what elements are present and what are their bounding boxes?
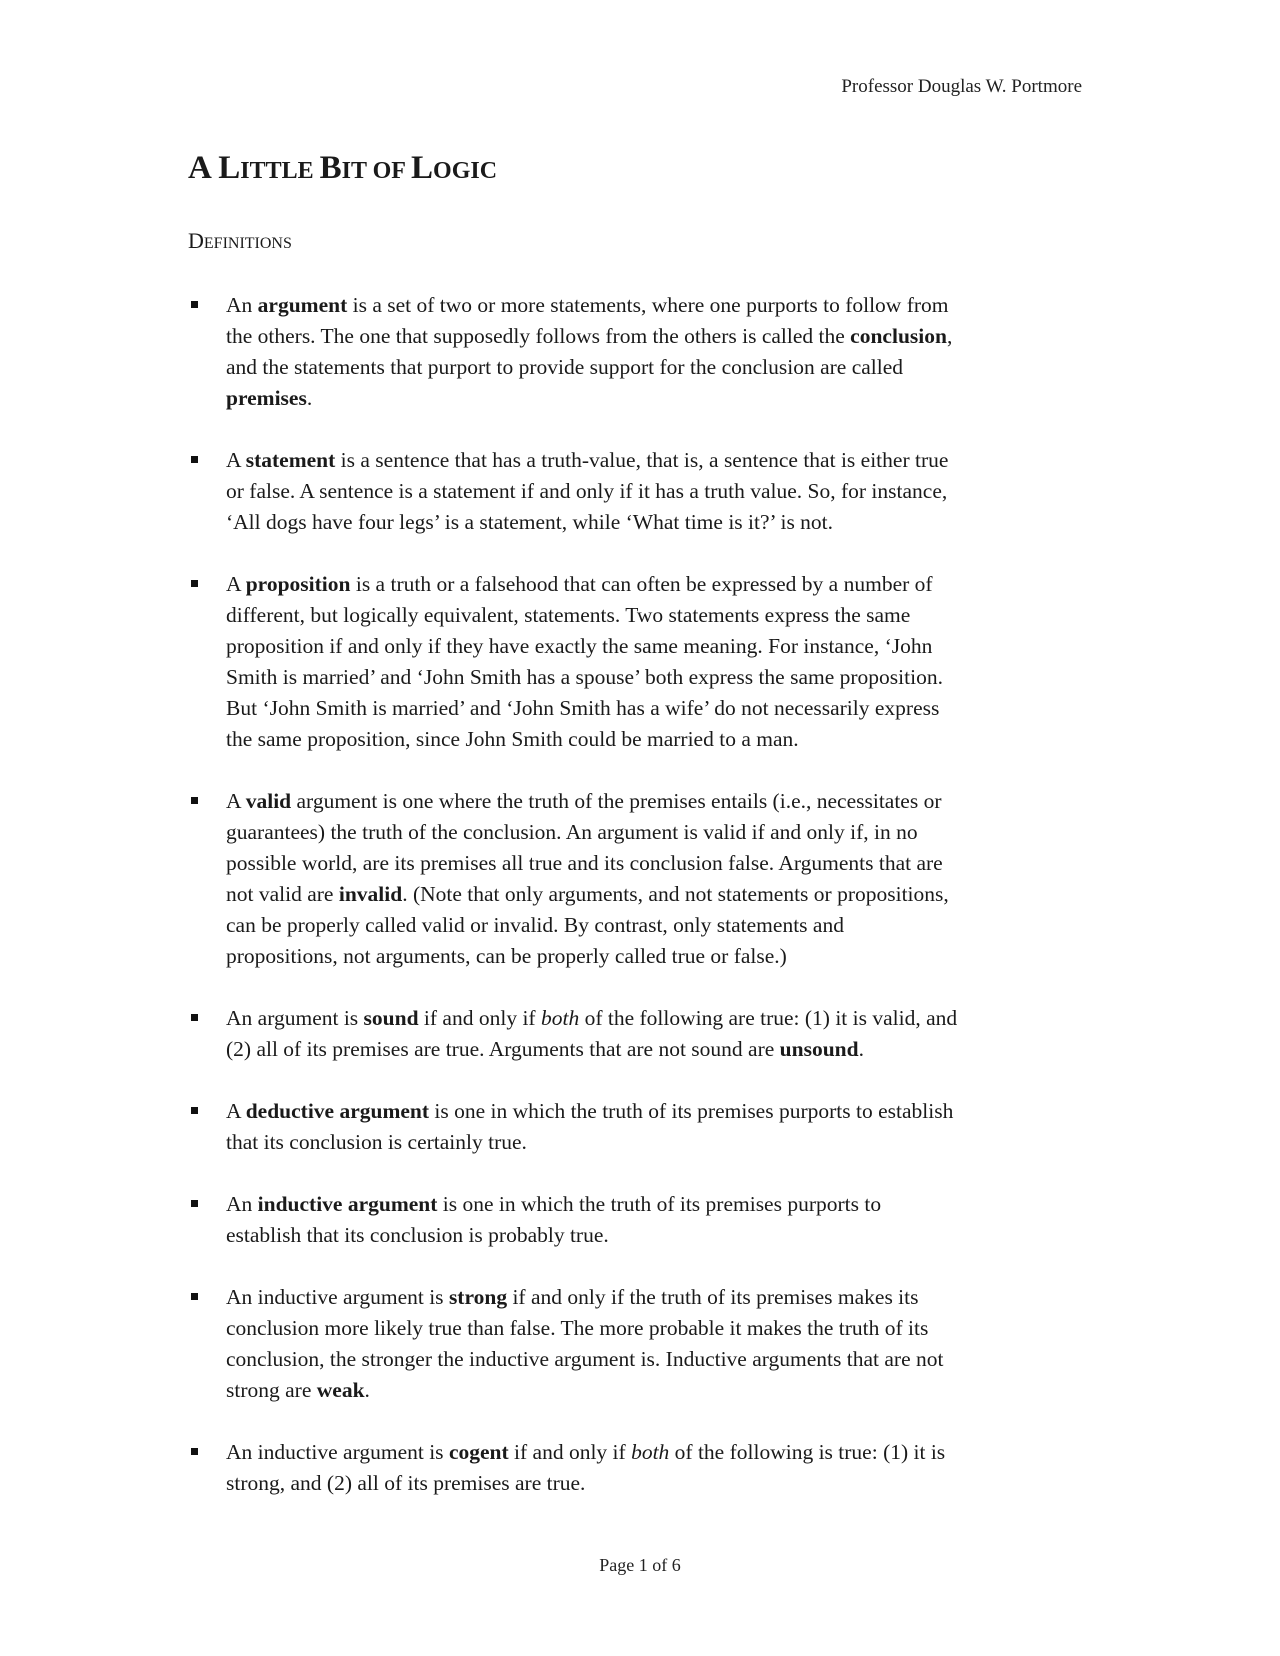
definition-text: strong are [226,1378,317,1402]
definition-text: or false. A sentence is a statement if and only if it has a truth value. So, for instance, [226,479,948,503]
square-bullet-icon [191,1107,198,1114]
definition-line [226,910,1088,941]
definition-line [226,445,1088,476]
definition-line [226,879,1088,910]
definition-line [226,1127,1088,1158]
definition-line [226,1003,1088,1034]
definition-line [226,507,1088,538]
definition-line [226,631,1088,662]
definition-text: An inductive argument is [226,1440,449,1464]
definition-line [226,600,1088,631]
defined-term: deductive argument [245,1099,430,1123]
emphasis-text: both [540,1006,580,1030]
defined-term: conclusion [850,324,947,348]
section-heading-text: EFINITIONS [203,235,292,252]
definition-line [226,1437,1088,1468]
definition-line [226,383,1088,414]
definition-item-deductive-argument [188,1096,1088,1158]
definition-text: argument is one where the truth of the premises entails (i.e., necessitates or [291,789,942,813]
definition-text: not valid are [226,882,339,906]
definition-text: is a sentence that has a truth-value, that is, a sentence that is either true [335,448,949,472]
title-text: L [411,150,434,186]
definition-line [226,476,1088,507]
definition-item-cogent [188,1437,1088,1499]
defined-term: unsound [779,1037,859,1061]
definition-text: is one in which the truth of its premises purports to [437,1192,882,1216]
definition-line [226,569,1088,600]
definition-text: different, but logically equivalent, statements. Two statements express the same [226,603,911,627]
definition-line [226,1189,1088,1220]
square-bullet-icon [191,456,198,463]
definition-line [226,1375,1088,1406]
square-bullet-icon [191,580,198,587]
definition-text: of the following are true: (1) it is valid, and [579,1006,958,1030]
title-text: OGIC [433,158,498,184]
definition-text: strong, and (2) all of its premises are true. [226,1471,586,1495]
definition-line [226,693,1088,724]
definition-text: that its conclusion is certainly true. [226,1130,527,1154]
header-author: Professor Douglas W. Portmore [841,76,1082,97]
definition-line [226,724,1088,755]
definition-line [226,352,1088,383]
definition-text: of the following is true: (1) it is [669,1440,946,1464]
definition-text: if and only if the truth of its premises makes its [507,1285,919,1309]
defined-term: strong [448,1285,508,1309]
defined-term: cogent [448,1440,509,1464]
square-bullet-icon [191,797,198,804]
defined-term: invalid [338,882,403,906]
definition-text: proposition if and only if they have exactly the same meaning. For instance, ‘John [226,634,933,658]
definition-text: if and only if [418,1006,541,1030]
defined-term: statement [245,448,336,472]
title-text: ITTLE [240,158,320,184]
definition-text: (2) all of its premises are true. Arguments that are not sound are [226,1037,780,1061]
title-text: B [319,150,342,186]
definition-text: An [226,293,258,317]
definition-text: . [306,386,313,410]
definition-item-inductive-argument [188,1189,1088,1251]
definition-item-valid [188,786,1088,972]
definition-text: possible world, are its premises all true and its conclusion false. Arguments that are [226,851,943,875]
definition-item-statement [188,445,1088,538]
defined-term: proposition [245,572,351,596]
definition-text: is a set of two or more statements, where one purports to follow from [347,293,949,317]
defined-term: sound [363,1006,419,1030]
definition-text: An [226,1192,258,1216]
definition-text: ‘All dogs have four legs’ is a statement, while ‘What time is it?’ is not. [226,510,834,534]
defined-term: valid [245,789,292,813]
definition-text: An argument is [226,1006,364,1030]
definition-line [226,1220,1088,1251]
definition-line [226,817,1088,848]
definition-text: the same proposition, since John Smith could be married to a man. [226,727,799,751]
definition-text: A [226,448,246,472]
definition-text: and the statements that purport to provide support for the conclusion are called [226,355,904,379]
definition-text: . [364,1378,370,1402]
definition-line [226,1034,1088,1065]
definition-line [226,1313,1088,1344]
defined-term: premises [226,386,307,410]
square-bullet-icon [191,1014,198,1021]
definition-text: if and only if [508,1440,632,1464]
definition-item-strong [188,1282,1088,1406]
definition-text: the others. The one that supposedly follows from the others is called the [226,324,851,348]
definition-text: A [226,789,246,813]
defined-term: argument [257,293,348,317]
definition-text: An inductive argument is [226,1285,449,1309]
section-heading-text: D [188,228,204,253]
definition-line [226,321,1088,352]
definition-text: propositions, not arguments, can be properly called true or false.) [226,944,787,968]
definition-item-argument [188,290,1088,414]
definition-line [226,1282,1088,1313]
definition-text: . (Note that only arguments, and not statements or propositions, [402,882,949,906]
definition-line [226,1344,1088,1375]
definition-text: conclusion more likely true than false. The more probable it makes the truth of its [226,1316,929,1340]
emphasis-text: both [631,1440,670,1464]
title-text: A L [188,150,241,186]
definition-text: establish that its conclusion is probably true. [226,1223,609,1247]
definition-line [226,662,1088,693]
definition-text: A [226,1099,246,1123]
defined-term: weak [316,1378,365,1402]
square-bullet-icon [191,1448,198,1455]
definition-line [226,848,1088,879]
square-bullet-icon [191,301,198,308]
definition-line [226,786,1088,817]
definition-text: is a truth or a falsehood that can often be expressed by a number of [350,572,933,596]
definition-text: can be properly called valid or invalid. By contrast, only statements and [226,913,844,937]
definition-text: Smith is married’ and ‘John Smith has a spouse’ both express the same proposition. [226,665,943,689]
definition-line [226,1096,1088,1127]
page-number: Page 1 of 6 [599,1555,681,1575]
title-text: IT OF [341,158,412,184]
definition-text: is one in which the truth of its premises purports to establish [429,1099,954,1123]
definition-item-sound [188,1003,1088,1065]
definition-line [226,290,1088,321]
definition-text: A [226,572,246,596]
definition-text: conclusion, the stronger the inductive argument is. Inductive arguments that are not [226,1347,944,1371]
square-bullet-icon [191,1293,198,1300]
definition-line [226,941,1088,972]
definition-text: , [946,324,953,348]
definition-text: . [858,1037,864,1061]
document-title [188,150,497,187]
definition-text: guarantees) the truth of the conclusion. An argument is valid if and only if, in no [226,820,918,844]
square-bullet-icon [191,1200,198,1207]
definitions-list [188,290,1088,1530]
section-heading-definitions [188,228,292,254]
definition-item-proposition [188,569,1088,755]
definition-text: But ‘John Smith is married’ and ‘John Smith has a wife’ do not necessarily express [226,696,940,720]
defined-term: inductive argument [257,1192,438,1216]
definition-line [226,1468,1088,1499]
